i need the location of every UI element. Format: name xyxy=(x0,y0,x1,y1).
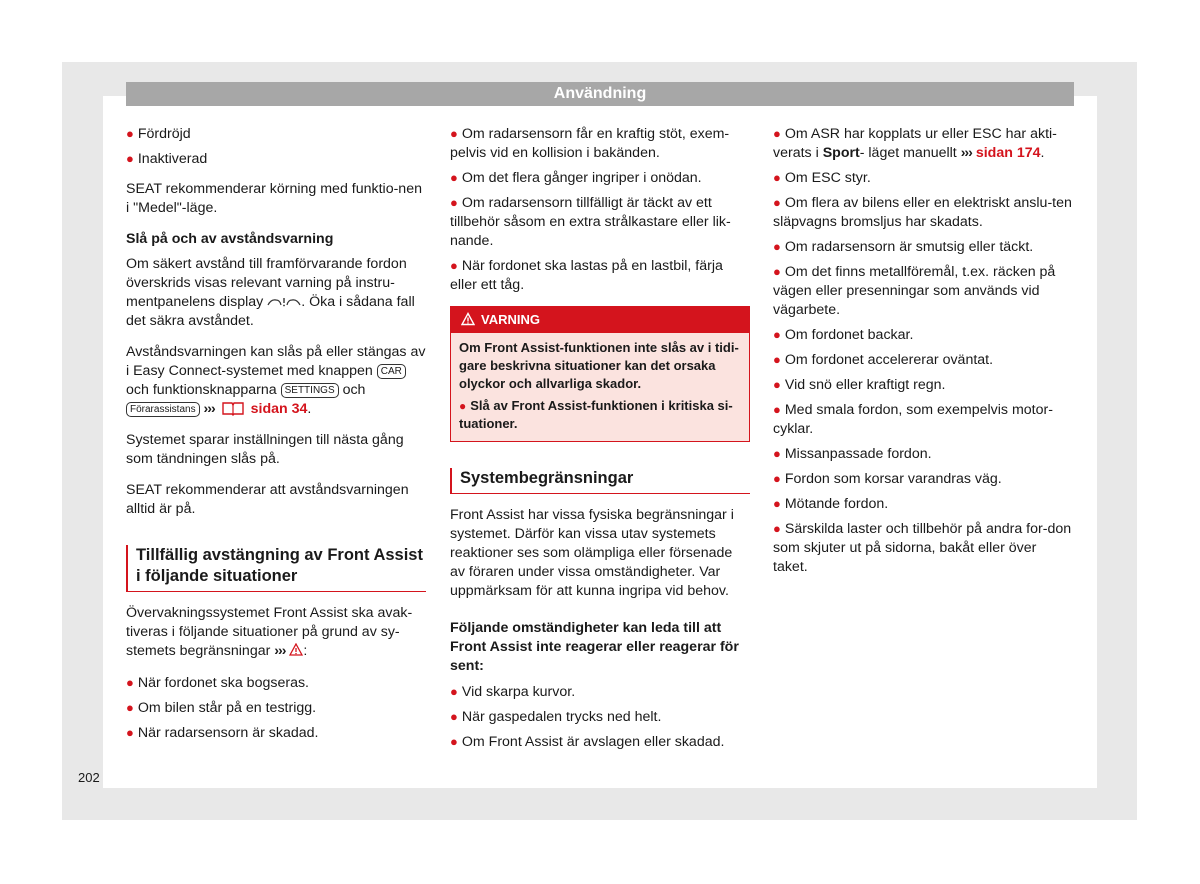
page-number: 202 xyxy=(78,770,100,785)
driver-assist-key: Förarassistans xyxy=(126,402,200,417)
car-key: CAR xyxy=(377,364,406,379)
settings-key: SETTINGS xyxy=(281,383,339,398)
book-icon xyxy=(221,400,245,416)
section-header: Användning xyxy=(126,82,1074,106)
sub-heading: Följande omständigheter kan leda till att Front Assist inte reagerar eller reagerar för sent: xyxy=(450,620,739,674)
list-item: ● Vid skarpa kurvor. xyxy=(450,684,576,700)
list-item: ● Missanpassade fordon. xyxy=(773,446,932,462)
list-item: ● När fordonet ska lastas på en lastbil, färja eller ett tåg. xyxy=(450,258,723,293)
list-item: ● Mötande fordon. xyxy=(773,496,889,512)
sub-heading: Slå på och av avståndsvarning xyxy=(126,231,334,247)
warning-header: VARNING xyxy=(451,307,749,333)
list-item: ● Med smala fordon, som exempelvis motor-cyklar. xyxy=(773,402,1053,437)
warning-body: Om Front Assist-funktionen inte slås av i tidi-gare beskrivna situationer kan det orsaka olyckor och allvarliga skador. ● Slå av Front Assist-funktionen i kritiska si-tuationer. xyxy=(459,340,739,431)
column-3 xyxy=(773,124,1073,582)
list-item: ● Om det flera gånger ingriper i onödan. xyxy=(450,170,702,186)
paragraph: Systemet sparar inställningen till nästa gång som tändningen slås på. xyxy=(126,432,404,467)
list-item: ● Särskilda laster och tillbehör på andra for-don som skjuter ut på sidorna, bakåt eller över taket. xyxy=(773,521,1072,575)
list-item: ● Inaktiverad xyxy=(126,151,208,167)
page-link[interactable]: sidan 34 xyxy=(250,401,308,417)
warning-triangle-icon xyxy=(461,312,475,326)
paragraph: Övervakningssystemet Front Assist ska avak-tiveras i följande situationer på grund av sy-stemets begränsningar ››› : xyxy=(126,605,413,659)
list-item: ● Om ESC styr. xyxy=(773,170,871,186)
list-item: ● Om bilen står på en testrigg. xyxy=(126,700,317,716)
list-item: ● Om radarsensorn tillfälligt är täckt av ett tillbehör såsom en extra strålkastare eller lik-nande. xyxy=(450,195,731,249)
list-item: ● Om flera av bilens eller en elektriskt anslu-ten släpvagns bromsljus har skadats. xyxy=(773,195,1072,230)
list-item: ● Om det finns metallföremål, t.ex. räcken på vägen eller presenningar som används vid vägarbete. xyxy=(773,264,1056,318)
list-item: ● Om ASR har kopplats ur eller ESC har akti-verats i Sport- läget manuellt ››› sidan 174. xyxy=(773,126,1057,161)
list-item: ● Vid snö eller kraftigt regn. xyxy=(773,377,946,393)
list-item: ● När gaspedalen trycks ned helt. xyxy=(450,709,662,725)
paragraph: Front Assist har vissa fysiska begränsningar i systemet. Därför kan vissa utav systemets reaktioner ses som olämpliga eller försenade av föraren under vissa omständigheter. Var uppmärksam för att kunna ingripa vid behov. xyxy=(450,507,734,599)
list-item: ● Om fordonet accelererar oväntat. xyxy=(773,352,994,368)
warning-box xyxy=(450,306,750,442)
list-item: ● Om radarsensorn får en kraftig stöt, exem-pelvis vid en kollision i bakänden. xyxy=(450,126,730,161)
column-1 xyxy=(126,124,426,748)
list-item: ● Fordon som korsar varandras väg. xyxy=(773,471,1002,487)
list-item: ● När radarsensorn är skadad. xyxy=(126,725,319,741)
paragraph: SEAT rekommenderar körning med funktio-nen i "Medel"-läge. xyxy=(126,181,422,216)
paragraph: SEAT rekommenderar att avståndsvarningen alltid är på. xyxy=(126,482,409,517)
paragraph: Om säkert avstånd till framförvarande fordon överskrids visas relevant varning på instru-mentpanelens display . Öka i sådana fall det säkra avståndet. xyxy=(126,256,415,329)
list-item: ● Om Front Assist är avslagen eller skadad. xyxy=(450,734,725,750)
column-2 xyxy=(450,124,750,757)
paragraph: Avståndsvarningen kan slås på eller stängas av i Easy Connect-systemet med knappen CAR och funktionsknapparna SETTINGS och Förarassistans ››› sidan 34. xyxy=(126,344,426,417)
list-item: ● Om fordonet backar. xyxy=(773,327,914,343)
section-heading: Systembegränsningar xyxy=(450,468,750,494)
list-item: ● Fördröjd xyxy=(126,126,191,142)
warning-triangle-icon xyxy=(289,643,303,656)
page-link[interactable]: sidan 174 xyxy=(975,145,1041,161)
list-item: ● Om radarsensorn är smutsig eller täckt. xyxy=(773,239,1034,255)
distance-warning-icon xyxy=(267,296,301,308)
section-heading: Tillfällig avstängning av Front Assist i följande situationer xyxy=(126,545,426,592)
list-item: ● När fordonet ska bogseras. xyxy=(126,675,309,691)
